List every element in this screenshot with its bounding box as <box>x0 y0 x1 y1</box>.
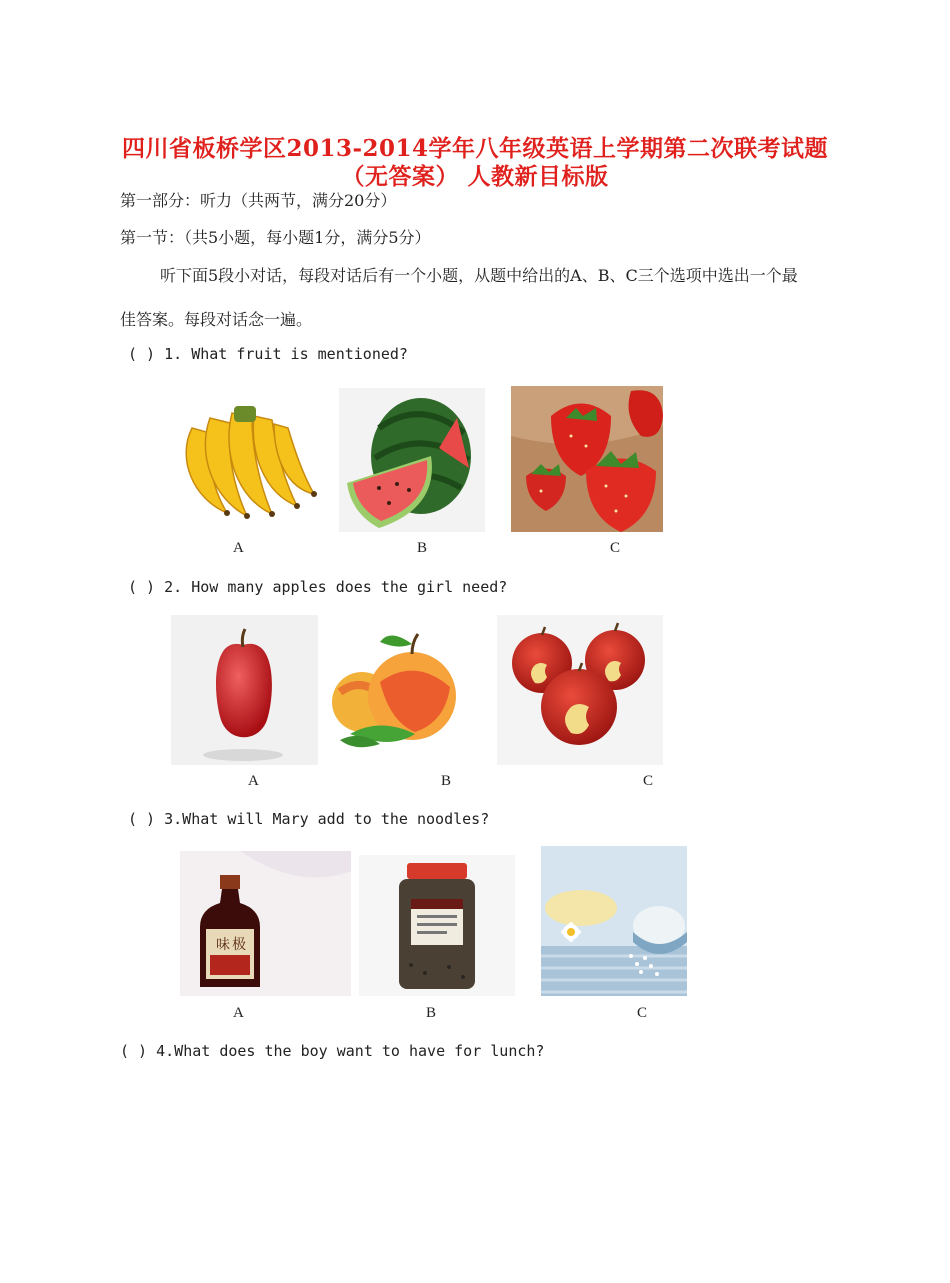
q3-option-a-label: A <box>233 1005 244 1021</box>
question-2-text: ( ) 2. How many apples does the girl need? <box>128 578 508 596</box>
instruction-line-2: 佳答案。每段对话念一遍。 <box>120 310 313 329</box>
q2-option-a-label: A <box>248 773 259 789</box>
one-apple-image <box>171 615 318 765</box>
three-apples-image <box>497 615 663 765</box>
section-part-heading: 第一部分：听力（共两节，满分20分） <box>120 191 397 210</box>
q1-option-c-label: C <box>610 540 621 556</box>
question-3-text: ( ) 3.What will Mary add to the noodles? <box>128 810 490 828</box>
strawberries-image <box>511 386 663 532</box>
two-apples-image <box>320 622 466 764</box>
watermelon-image <box>339 388 485 532</box>
q3-option-c-label: C <box>637 1005 648 1021</box>
bananas-image <box>172 388 322 532</box>
svg-text:味: 味 <box>216 937 230 953</box>
question-1-text: ( ) 1. What fruit is mentioned? <box>128 345 408 363</box>
question-4-text: ( ) 4.What does the boy want to have for lunch? <box>120 1042 545 1060</box>
q1-option-b-label: B <box>417 540 428 556</box>
page-title: 四川省板桥学区2013-2014学年八年级英语上学期第二次联考试题 <box>121 135 829 162</box>
salt-image <box>541 846 687 996</box>
q2-option-b-label: B <box>441 773 452 789</box>
q1-option-a-label: A <box>233 540 244 556</box>
soy-sauce-image <box>180 851 351 996</box>
page-subtitle: （无答案） 人教新目标版 <box>341 163 609 190</box>
instruction-line-1: 听下面5段小对话，每段对话后有一个小题，从题中给出的A、B、C三个选项中选出一个最 <box>160 266 798 285</box>
section-sub-heading: 第一节：（共5小题，每小题1分，满分5分） <box>120 228 431 247</box>
pepper-jar-image <box>359 855 515 996</box>
svg-text:极: 极 <box>232 937 246 953</box>
q2-option-c-label: C <box>643 773 654 789</box>
q3-option-b-label: B <box>426 1005 437 1021</box>
